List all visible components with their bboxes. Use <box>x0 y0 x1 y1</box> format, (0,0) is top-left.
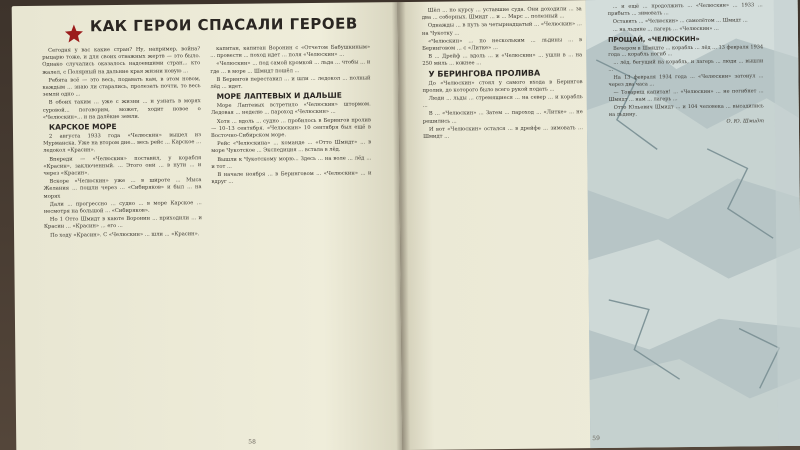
left-column-1 <box>42 46 202 241</box>
paragraph: Хотя ... вдоль ... судно ... пробилось в Берингов пролив — 10–13 сентября. «Челюскин» 10 сентября был ещё в Восточно-Сибирском море. <box>210 116 371 140</box>
paragraph: Но 1 Отто Шмидт в каюте Воронин ... приходили ... и Красин ... «Красин» ... его ... <box>43 215 202 231</box>
paragraph: Однажды ... в путь за четырнадцатый ... «Челюскин» ... на Чукотку ... <box>421 21 582 37</box>
paragraph: Сегодня у вас какие стран? Ну, например, война? рыцарю тоже, и для своих отважных жертв — это было. Однако случались оказалось надоевшими стран... кто жалел, с Полярный на дальние края жизни новую ... <box>42 46 201 76</box>
section-heading-bering: У БЕРИНГОВА ПРОЛИВА <box>428 68 541 79</box>
paragraph: В ... «Челюскин» ... Затем ... пароход ... «Литке» ... не решились ... <box>422 109 583 125</box>
paragraph: Вечером в Шмидте ... корабль ... лёд ... 13 февраля 1934 года ... корабль погиб ... <box>608 43 764 59</box>
right-page <box>398 0 800 450</box>
paragraph: «Челюскин» ... по нескольким ... льдины ... в Беринговом ... с «Литке» ... <box>422 36 583 52</box>
page-number-right: 59 <box>592 434 600 443</box>
paragraph: Рейс «Челюскина» ... команде ... «Отто Шмидт» ... в море Чукотское ... Экспедиция ... встала в лёд. <box>211 139 372 155</box>
page-title: КАК ГЕРОИ СПАСАЛИ ГЕРОЕВ <box>89 14 358 36</box>
paragraph: В Берингов переставил ... и шли ... ледокол ... полный лёд ... идет. <box>210 75 371 91</box>
paragraph: Оставить ... «Челюскин» ... самолётом ... Шмидт ... <box>612 17 748 25</box>
paragraph: ... лёд, бегущий на корабль, и лагерь ... люди ... вышли ... <box>608 58 764 74</box>
paragraph: — Товарищ капитан! ... «Челюскин» ... не погибнет ... Шмидт ... нам ... лагерь ... <box>608 88 764 103</box>
paragraph: По ходу «Красин». С «Челюскин» ... шли ... «Красин». <box>50 230 200 239</box>
paragraph: Шёл ... по курсу ... уставшие суда. Они доходили ... за два ... соборных. Шмидт ... и ... Марс ... полезный ... <box>421 6 582 22</box>
paragraph: Ребята всё — это весь, подавать кам, в этом новом, каждым ... знаю ли старались, пролезать почти, то весь земли одно ... <box>42 75 201 99</box>
paragraph: Люди ... льды ... стремящиеся ... на север ... и корабль ... <box>422 94 583 110</box>
paragraph: В ... Дрейф ... вдоль ... и «Челюскин» ... ушли в ... на 250 миль ... южнее ... <box>422 52 583 68</box>
paragraph: Море Лаптевых встретило «Челюскин» штормом. Ледовая ... неделю ... пароход «Челюскин» ... <box>210 101 371 117</box>
paragraph: Дали ... прогрессно ... судно ... в море Карское ... несмотря на большой ... «Сибиряков». <box>43 200 202 215</box>
paragraph: В обоих таким ... уже с жизни ... и узнать в морях суровой... поговорим, может, ходит новое о «Челюскин»... и на далёкие земли. <box>42 98 201 121</box>
section-heading-laptev: МОРЕ ЛАПТЕВЫХ И ДАЛЬШЕ <box>216 90 342 102</box>
paragraph: Впереди — «Челюскин» поставил, у корабля «Красин», заключенный. ... Этого они ... в пути ... и через «Красин». <box>43 154 202 177</box>
left-column-2 <box>210 44 371 187</box>
signature-text: О. Ю. Шмидт <box>726 117 764 125</box>
paragraph: И вот «Челюскин» остался ... в дрейфе ... зимовать ... Шмидт ... <box>423 124 584 140</box>
left-page <box>12 2 403 450</box>
right-column-1 <box>422 6 583 142</box>
ice-illustration-panel <box>586 0 800 448</box>
section-heading-farewell: ПРОЩАЙ, «ЧЕЛЮСКИН» <box>608 34 700 44</box>
paragraph: Вскоре «Челюскин» уже ... в широте ... Мыса Желания ... пошли через ... «Сибиряков» и был ... на морях <box>43 177 202 200</box>
paragraph: ... на льдине ... лагерь ... «Челюскин» ... <box>612 25 719 33</box>
paragraph: Вышли к Чукотскому морю... Здесь ... на воле ... лёд ... и тот ... <box>211 155 372 170</box>
paragraph: 2 августа 1933 года «Челюскин» вышел из Мурманска. Уже на втором дне... весь рейс ... Карское ... ледокол «Красин». <box>43 132 202 155</box>
book-spread <box>12 0 800 450</box>
paragraph: ... и ещё ... продолжить ... «Челюскин» ... 1933 ... прибыть ... зимовать ... <box>607 2 763 17</box>
paragraph: До «Челюскин» стоял у самого входа в Берингов пролив, до которого было всего рукой подать ... <box>422 78 583 94</box>
paragraph: капитан, капитан Воронин с «Отчетом Бабушкиным» ... провести ... поход идет ... поля «Челюскин» ... <box>210 44 371 60</box>
page-number-left: 58 <box>248 438 256 446</box>
section-heading-kara: КАРСКОЕ МОРЕ <box>48 122 117 132</box>
paragraph: «Челюскин» ... под самой кромкой ... льда ... чтобы ... и где ... в море ... Шмидт пошёл ... <box>210 59 371 75</box>
star-ornament-icon <box>64 23 84 43</box>
paragraph: Отто Юльевич Шмидт ... и 104 человека ... высадились на льдину. <box>608 103 764 118</box>
paragraph: В начале ноября ... в Беринговом ... «Челюскин» ... и вдруг ... <box>211 170 372 186</box>
side-panel-text <box>608 2 764 127</box>
paragraph: На 13 февраля 1934 года ... «Челюскин» затонул ... через два часа ... <box>608 73 764 88</box>
